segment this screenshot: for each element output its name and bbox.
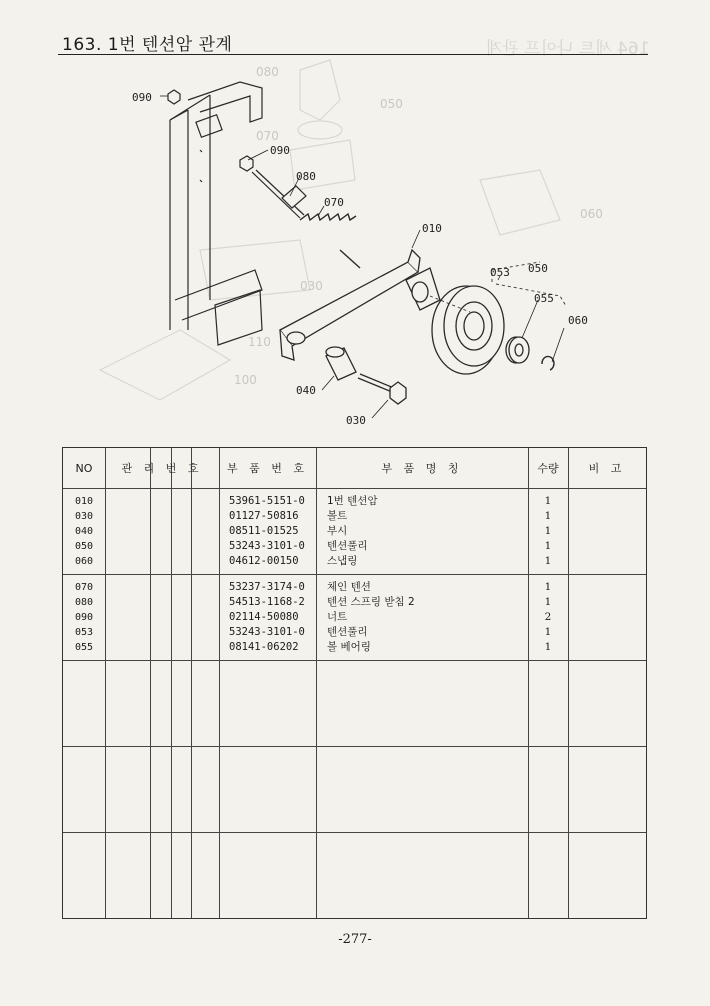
row-part-number: 04612-00150 xyxy=(229,555,299,567)
row-part-name: 1번 텐션암 xyxy=(327,495,378,507)
parts-table xyxy=(62,447,647,919)
row-qty: 2 xyxy=(544,611,552,623)
row-part-name: 볼트 xyxy=(327,510,348,522)
row-divider xyxy=(63,832,646,833)
callout-040: 040 xyxy=(296,384,316,397)
row-part-number: 02114-50080 xyxy=(229,611,299,623)
row-part-name: 텐션풀리 xyxy=(327,626,368,638)
row-no: 070 xyxy=(75,582,94,593)
tension-pulley-050 xyxy=(432,286,504,374)
row-part-name: 부시 xyxy=(327,525,348,537)
bleed-through-text: 164 세트 나이프 관계 xyxy=(486,39,650,59)
ball-bearing-055 xyxy=(506,337,529,363)
callout-090: 090 xyxy=(270,144,290,157)
ghost-callout: 070 xyxy=(256,129,279,143)
col-divider xyxy=(105,448,106,918)
snap-ring-060 xyxy=(542,356,554,370)
header-no: NO xyxy=(75,461,93,475)
row-part-number: 53243-3101-0 xyxy=(229,540,305,552)
row-no: 040 xyxy=(75,526,94,537)
row-part-number: 53961-5151-0 xyxy=(229,495,305,507)
header-qty: 수량 xyxy=(537,462,559,475)
callout-053: 053 xyxy=(490,266,510,279)
row-part-name: 너트 xyxy=(327,611,348,623)
callout-030: 030 xyxy=(346,414,366,427)
row-no: 030 xyxy=(75,511,94,522)
row-part-number: 53237-3174-0 xyxy=(229,581,305,593)
row-divider xyxy=(63,488,646,489)
page-number: -277- xyxy=(338,932,372,947)
row-qty: 1 xyxy=(544,626,552,638)
row-divider xyxy=(63,660,646,661)
row-part-name: 텐션풀리 xyxy=(327,540,368,552)
title-rule xyxy=(58,54,648,55)
row-qty: 1 xyxy=(544,495,552,507)
row-qty: 1 xyxy=(544,555,552,567)
ghost-callout: 110 xyxy=(248,335,271,349)
col-divider xyxy=(191,448,192,918)
callout-055: 055 xyxy=(534,292,554,305)
bush-040 xyxy=(326,347,356,380)
row-qty: 1 xyxy=(544,581,552,593)
col-divider xyxy=(219,448,220,918)
row-qty: 1 xyxy=(544,510,552,522)
row-no: 090 xyxy=(75,612,94,623)
row-part-name: 스냅링 xyxy=(327,555,358,567)
row-part-number: 54513-1168-2 xyxy=(229,596,305,608)
row-qty: 1 xyxy=(544,540,552,552)
ghost-callout: 030 xyxy=(300,279,323,293)
leader-lines xyxy=(160,96,564,418)
callout-080: 080 xyxy=(296,170,316,183)
header-note: 비 고 xyxy=(588,462,626,475)
callout-090: 090 xyxy=(132,91,152,104)
col-divider xyxy=(171,448,172,918)
row-no: 060 xyxy=(75,556,94,567)
row-no: 050 xyxy=(75,541,94,552)
row-divider xyxy=(63,746,646,747)
row-part-name: 텐션 스프링 받침 2 xyxy=(327,596,415,608)
row-part-number: 08511-01525 xyxy=(229,525,299,537)
header-part-name: 부 품 명 칭 xyxy=(381,462,463,475)
header-part-number: 부 품 번 호 xyxy=(227,462,308,475)
row-qty: 1 xyxy=(544,641,552,653)
ghost-callout: 050 xyxy=(380,97,403,111)
page-title: 163. 1번 텐션암 관계 xyxy=(62,35,233,55)
callout-010: 010 xyxy=(422,222,442,235)
col-divider xyxy=(150,448,151,918)
col-divider xyxy=(316,448,317,918)
bolt-030 xyxy=(358,374,406,404)
exploded-parts-diagram xyxy=(0,56,710,446)
callout-050: 050 xyxy=(528,262,548,275)
callout-060: 060 xyxy=(568,314,588,327)
row-divider xyxy=(63,574,646,575)
row-no: 053 xyxy=(75,627,94,638)
col-divider xyxy=(568,448,569,918)
row-no: 055 xyxy=(75,642,94,653)
header-mgmt-number: 관 리 번 호 xyxy=(121,462,203,475)
ghost-callout: 060 xyxy=(580,207,603,221)
row-part-number: 53243-3101-0 xyxy=(229,626,305,638)
row-qty: 1 xyxy=(544,596,552,608)
row-part-name: 체인 텐션 xyxy=(327,581,371,593)
row-part-name: 볼 베어링 xyxy=(327,641,371,653)
row-qty: 1 xyxy=(544,525,552,537)
row-part-number: 01127-50816 xyxy=(229,510,299,522)
tension-spring-070 xyxy=(300,214,360,268)
ghost-callout: 100 xyxy=(234,373,257,387)
row-no: 010 xyxy=(75,496,94,507)
row-part-number: 08141-06202 xyxy=(229,641,299,653)
tension-arm-010 xyxy=(280,250,440,360)
row-no: 080 xyxy=(75,597,94,608)
callout-070: 070 xyxy=(324,196,344,209)
ghost-callout: 080 xyxy=(256,65,279,79)
frame xyxy=(170,82,262,345)
